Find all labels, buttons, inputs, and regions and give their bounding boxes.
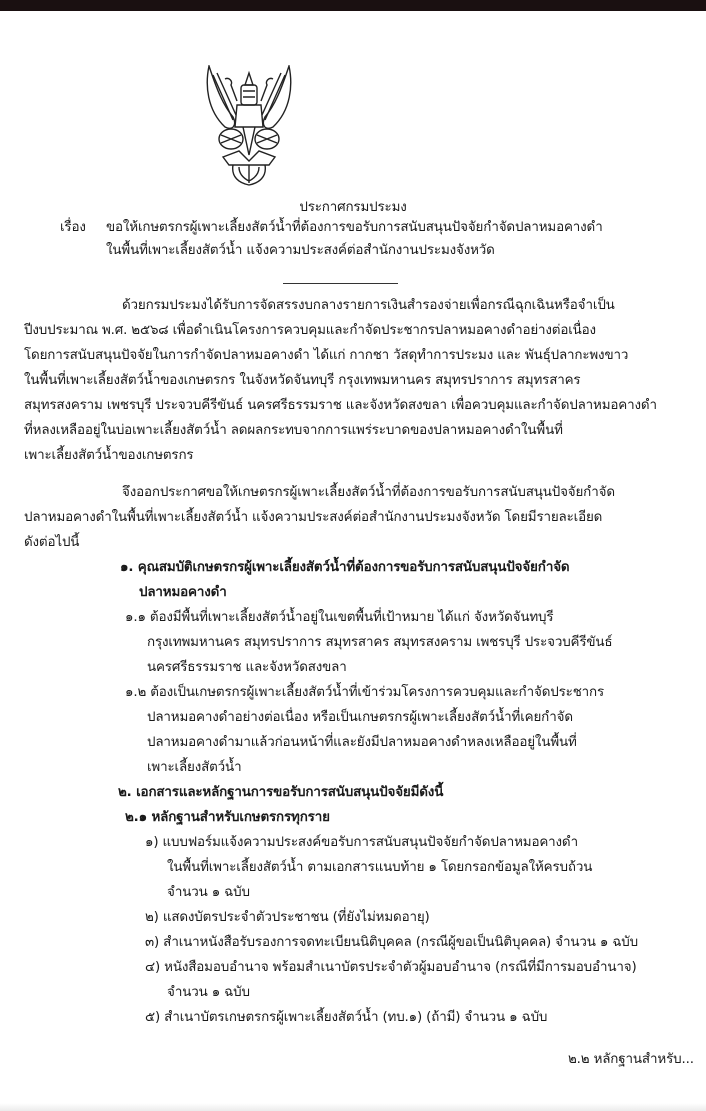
- subject-line-2: ในพื้นที่เพาะเลี้ยงสัตว์น้ำ แจ้งความประสงค์ต่อสำนักงานประมงจังหวัด: [106, 243, 495, 258]
- item-1-1-line: ๑.๑ ต้องมีพื้นที่เพาะเลี้ยงสัตว์น้ำอยู่ในเขตพื้นที่เป้าหมาย ได้แก่ จังหวัดจันทบุรี: [125, 610, 554, 625]
- page-continuation: ๒.๒ หลักฐานสำหรับ...: [568, 1052, 694, 1067]
- title-separator: [283, 283, 398, 284]
- paragraph-1-line: ในพื้นที่เพาะเลี้ยงสัตว์น้ำของเกษตรกร ในจังหวัดจันทบุรี กรุงเทพมหานคร สมุทรปราการ สมุทรสาคร: [24, 373, 581, 388]
- doc-item-1-line: ในพื้นที่เพาะเลี้ยงสัตว์น้ำ ตามเอกสารแนบท้าย ๑ โดยกรอกข้อมูลให้ครบถ้วน: [167, 860, 593, 875]
- doc-item-4-line: จำนวน ๑ ฉบับ: [167, 985, 250, 1000]
- announcement-title: ประกาศกรมประมง: [299, 200, 407, 215]
- paragraph-1-line: ด้วยกรมประมงได้รับการจัดสรรงบกลางรายการเงินสำรองจ่ายเพื่อกรณีฉุกเฉินหรือจำเป็น: [122, 298, 615, 313]
- section-2-heading: ๒. เอกสารและหลักฐานการขอรับการสนับสนุนปัจจัยมีดังนี้: [118, 785, 444, 800]
- paragraph-2-line: ปลาหมอคางดำในพื้นที่เพาะเลี้ยงสัตว์น้ำ แจ้งความประสงค์ต่อสำนักงานประมงจังหวัด โดยมีรายละเอียด: [24, 510, 603, 525]
- doc-item-2: ๒) แสดงบัตรประจำตัวประชาชน (ที่ยังไม่หมดอายุ): [145, 910, 430, 925]
- doc-item-3: ๓) สำเนาหนังสือรับรองการจดทะเบียนนิติบุคคล (กรณีผู้ขอเป็นนิติบุคคล) จำนวน ๑ ฉบับ: [145, 935, 639, 950]
- item-1-1-line: กรุงเทพมหานคร สมุทรปราการ สมุทรสาคร สมุทรสงคราม เพชรบุรี ประจวบคีรีขันธ์: [147, 635, 613, 650]
- paragraph-1-line: สมุทรสงคราม เพชรบุรี ประจวบคีรีขันธ์ นครศรีธรรมราช และจังหวัดสงขลา เพื่อควบคุมและกำจัดปลาหมอคางดำ: [24, 398, 657, 413]
- garuda-emblem-icon: [203, 65, 295, 187]
- item-1-2-line: ปลาหมอคางดำมาแล้วก่อนหน้าที่และยังมีปลาหมอคางดำหลงเหลืออยู่ในพื้นที่: [147, 735, 577, 750]
- item-1-1-line: นครศรีธรรมราช และจังหวัดสงขลา: [147, 660, 347, 675]
- paragraph-1-line: โดยการสนับสนุนปัจจัยในการกำจัดปลาหมอคางดำ ได้แก่ กากชา วัสดุทำการประมง และ พันธุ์ปลากะพงขาว: [24, 348, 629, 363]
- item-1-2-line: เพาะเลี้ยงสัตว์น้ำ: [147, 760, 242, 775]
- paragraph-2-line: ดังต่อไปนี้: [24, 535, 80, 550]
- item-1-2-line: ปลาหมอคางดำอย่างต่อเนื่อง หรือเป็นเกษตรกรผู้เพาะเลี้ยงสัตว์น้ำที่เคยกำจัด: [147, 710, 573, 725]
- section-1-heading-cont: ปลาหมอคางดำ: [139, 585, 227, 600]
- section-1-heading: ๑. คุณสมบัติเกษตรกรผู้เพาะเลี้ยงสัตว์น้ำที่ต้องการขอรับการสนับสนุนปัจจัยกำจัด: [120, 560, 570, 575]
- paragraph-1-line: เพาะเลี้ยงสัตว์น้ำของเกษตรกร: [24, 448, 194, 463]
- doc-item-1-line: จำนวน ๑ ฉบับ: [167, 885, 250, 900]
- top-dark-bar: [0, 0, 706, 11]
- doc-item-4-line: ๔) หนังสือมอบอำนาจ พร้อมสำเนาบัตรประจำตัวผู้มอบอำนาจ (กรณีที่มีการมอบอำนาจ): [145, 960, 637, 975]
- subject-line-1: ขอให้เกษตรกรผู้เพาะเลี้ยงสัตว์น้ำที่ต้องการขอรับการสนับสนุนปัจจัยกำจัดปลาหมอคางดำ: [106, 220, 603, 235]
- section-2-1-heading: ๒.๑ หลักฐานสำหรับเกษตรกรทุกราย: [125, 810, 330, 825]
- doc-item-1-line: ๑) แบบฟอร์มแจ้งความประสงค์ขอรับการสนับสนุนปัจจัยกำจัดปลาหมอคางดำ: [145, 835, 578, 850]
- subject-label: เรื่อง: [60, 220, 86, 235]
- paragraph-1-line: ที่หลงเหลืออยู่ในบ่อเพาะเลี้ยงสัตว์น้ำ ลดผลกระทบจากการแพร่ระบาดของปลาหมอคางดำในพื้นที่: [24, 423, 563, 438]
- paragraph-2-line: จึงออกประกาศขอให้เกษตรกรผู้เพาะเลี้ยงสัตว์น้ำที่ต้องการขอรับการสนับสนุนปัจจัยกำจัด: [122, 485, 615, 500]
- paragraph-1-line: ปีงบประมาณ พ.ศ. ๒๕๖๘ เพื่อดำเนินโครงการควบคุมและกำจัดประชากรปลาหมอคางดำอย่างต่อเนื่อง: [24, 323, 596, 338]
- page-bottom-shadow: [0, 1103, 706, 1111]
- item-1-2-line: ๑.๒ ต้องเป็นเกษตรกรผู้เพาะเลี้ยงสัตว์น้ำที่เข้าร่วมโครงการควบคุมและกำจัดประชากร: [125, 685, 605, 700]
- doc-item-5: ๕) สำเนาบัตรเกษตรกรผู้เพาะเลี้ยงสัตว์น้ำ (ทบ.๑) (ถ้ามี) จำนวน ๑ ฉบับ: [145, 1010, 548, 1025]
